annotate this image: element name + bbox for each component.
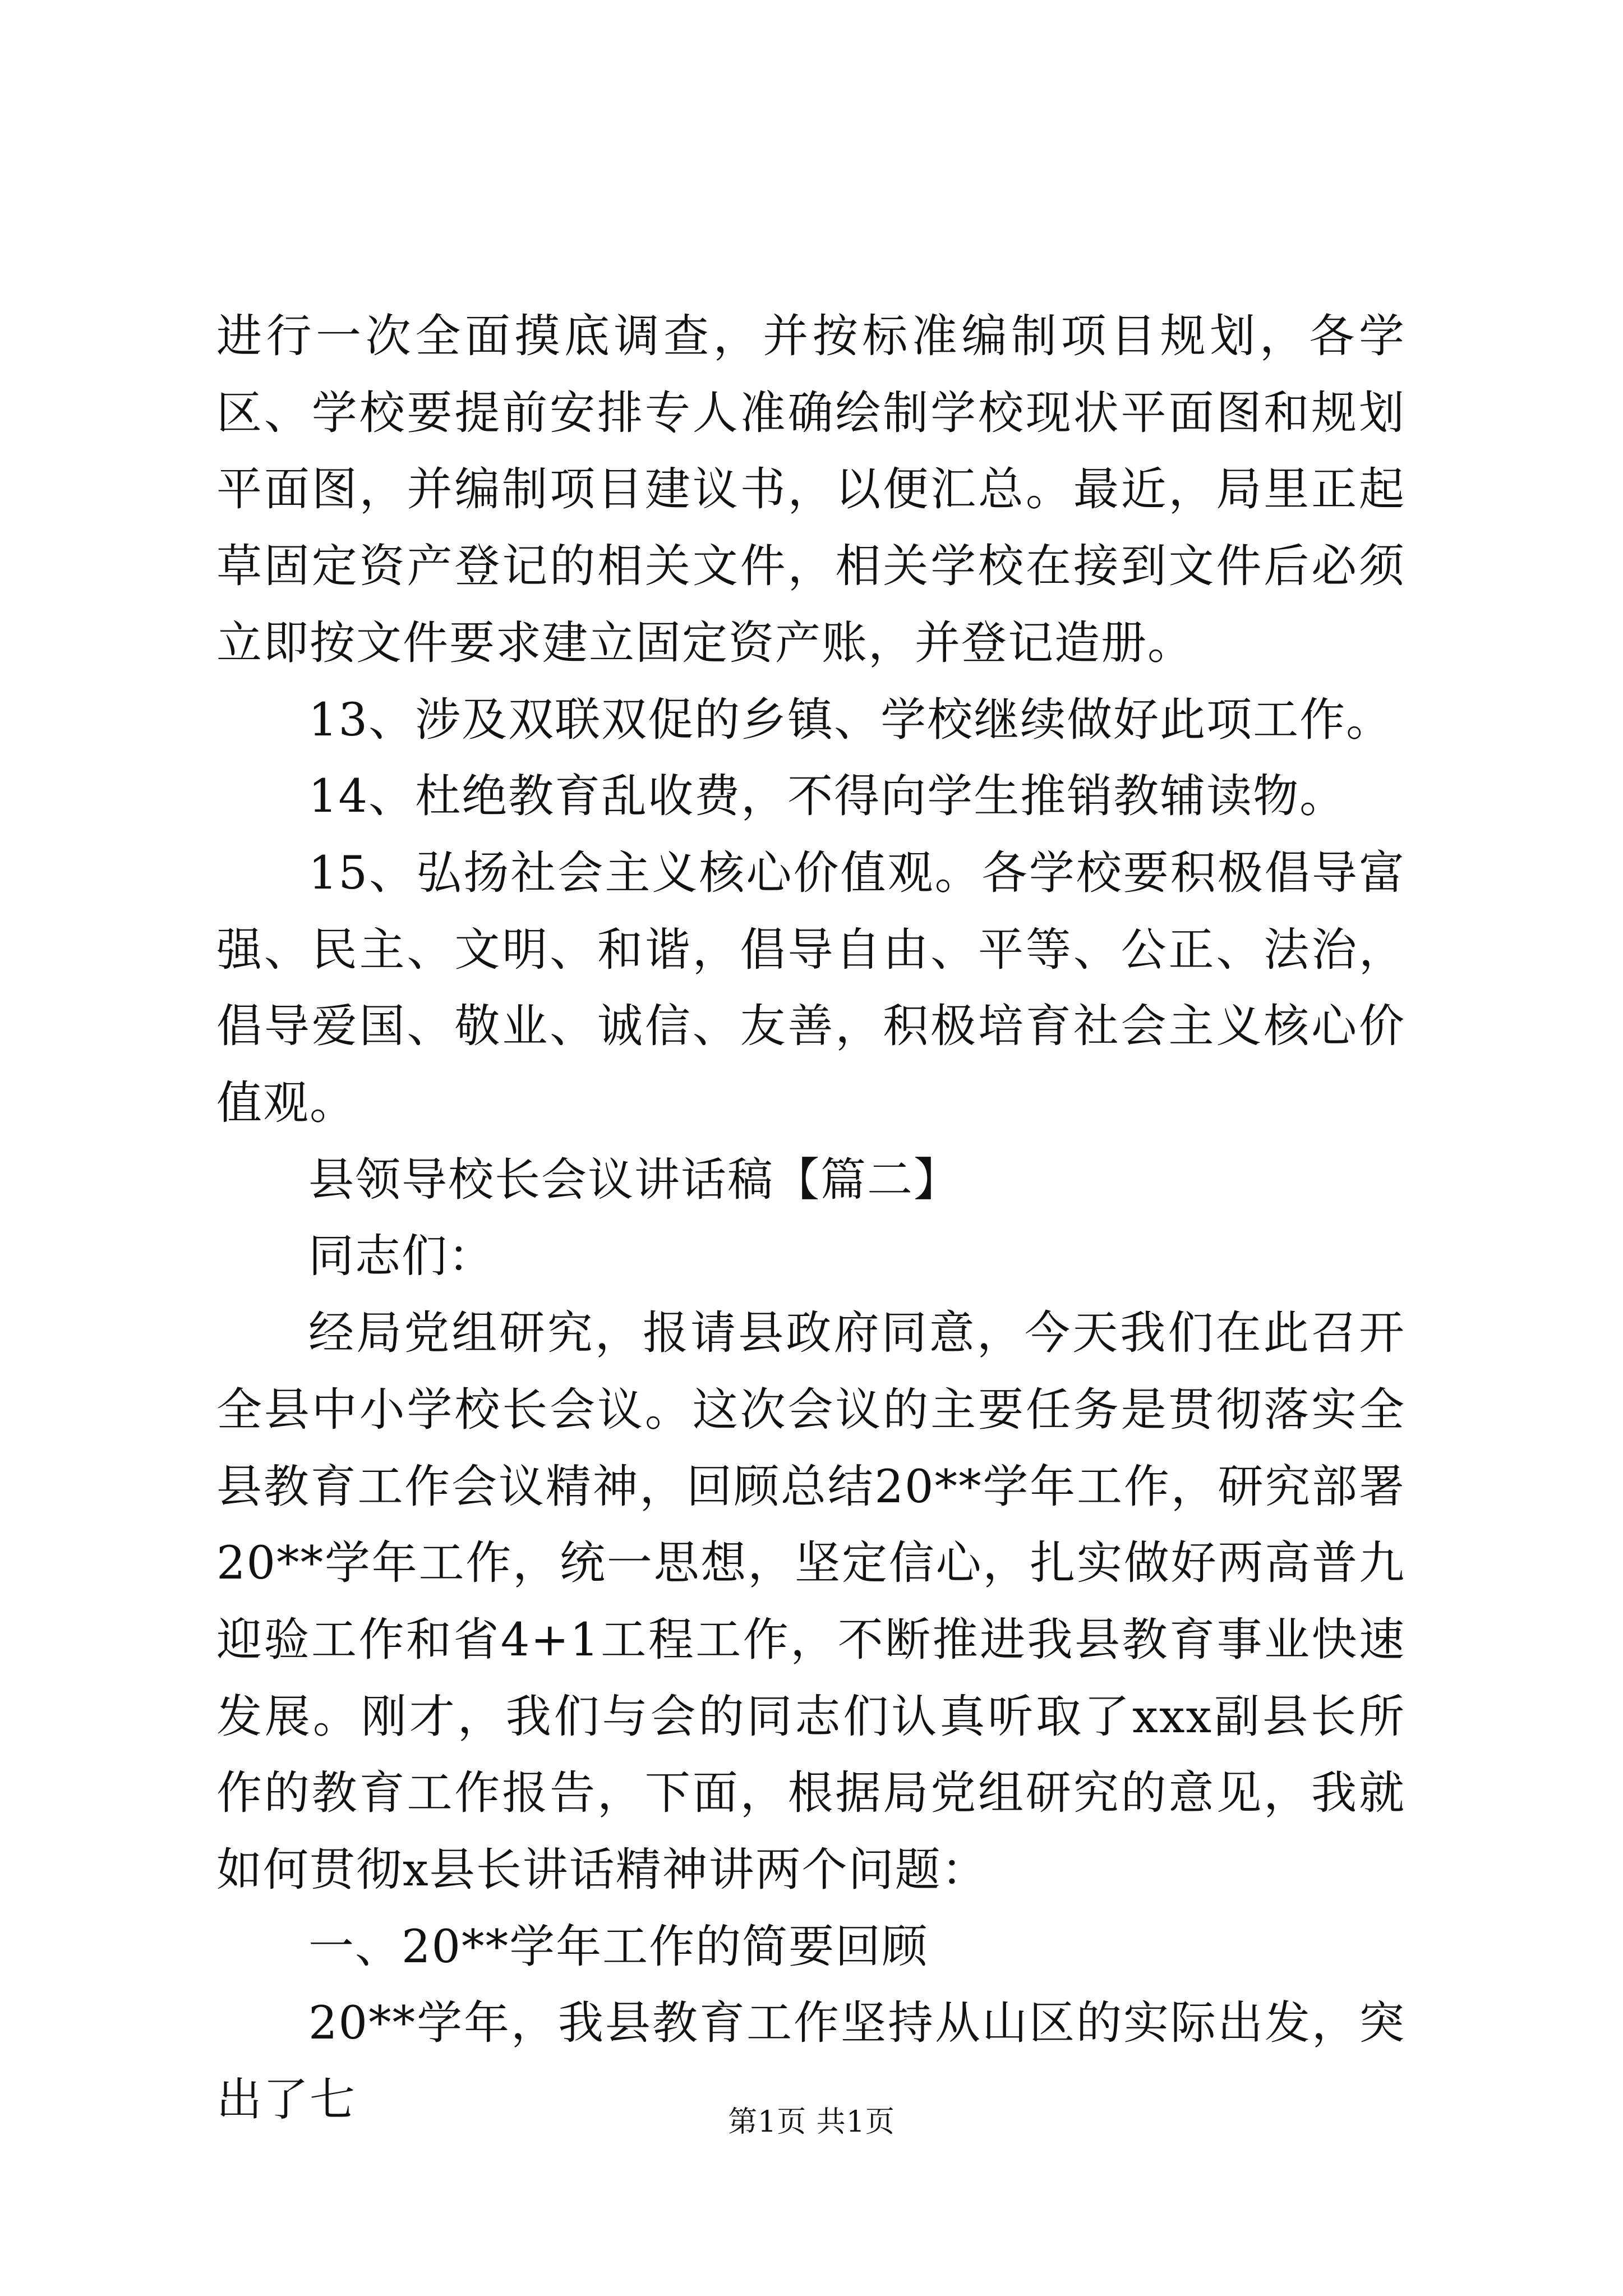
paragraph-1: 进行一次全面摸底调查，并按标准编制项目规划，各学区、学校要提前安排专人准确绘制学校现状平面图和规划平面图，并编制项目建议书，以便汇总。最近，局里正起草固定资产登记的相关文件，相关学校在接到文件后必须立即按文件要求建立固定资产账，并登记造册。 (216, 310, 1405, 670)
paragraph-2: 13、涉及双联双促的乡镇、学校继续做好此项工作。 (308, 693, 1393, 747)
salutation: 同志们： (308, 1230, 495, 1283)
paragraph-7: 经局党组研究，报请县政府同意，今天我们在此召开全县中小学校长会议。这次会议的主要任务是贯彻落实全县教育工作会议精神，回顾总结20**学年工作，研究部署20**学年工作，统一思想，坚定信心，扎实做好两高普九迎验工作和省4+1工程工作，不断推进我县教育事业快速发展。刚才，我们与会的同志们认真听取了xxx副县长所作的教育工作报告，下面，根据局党组研究的意见，我就如何贯彻x县长讲话精神讲两个问题： (216, 1307, 1405, 1897)
subheading: 一、20**学年工作的简要回顾 (308, 1920, 929, 1973)
paragraph-9: 20**学年，我县教育工作坚持从山区的实际出发，突出了七 (216, 1997, 1405, 2127)
paragraph-4: 15、弘扬社会主义核心价值观。各学校要积极倡导富强、民主、文明、和谐，倡导自由、平等、公正、法治，倡导爱国、敬业、诚信、友善，积极培育社会主义核心价值观。 (216, 846, 1405, 1130)
section-heading: 县领导校长会议讲话稿【篇二】 (308, 1153, 961, 1207)
document-body (216, 298, 1405, 2139)
paragraph-3: 14、杜绝教育乱收费，不得向学生推销教辅读物。 (308, 770, 1347, 823)
page-footer: 第1页 共1页 (728, 2105, 895, 2139)
